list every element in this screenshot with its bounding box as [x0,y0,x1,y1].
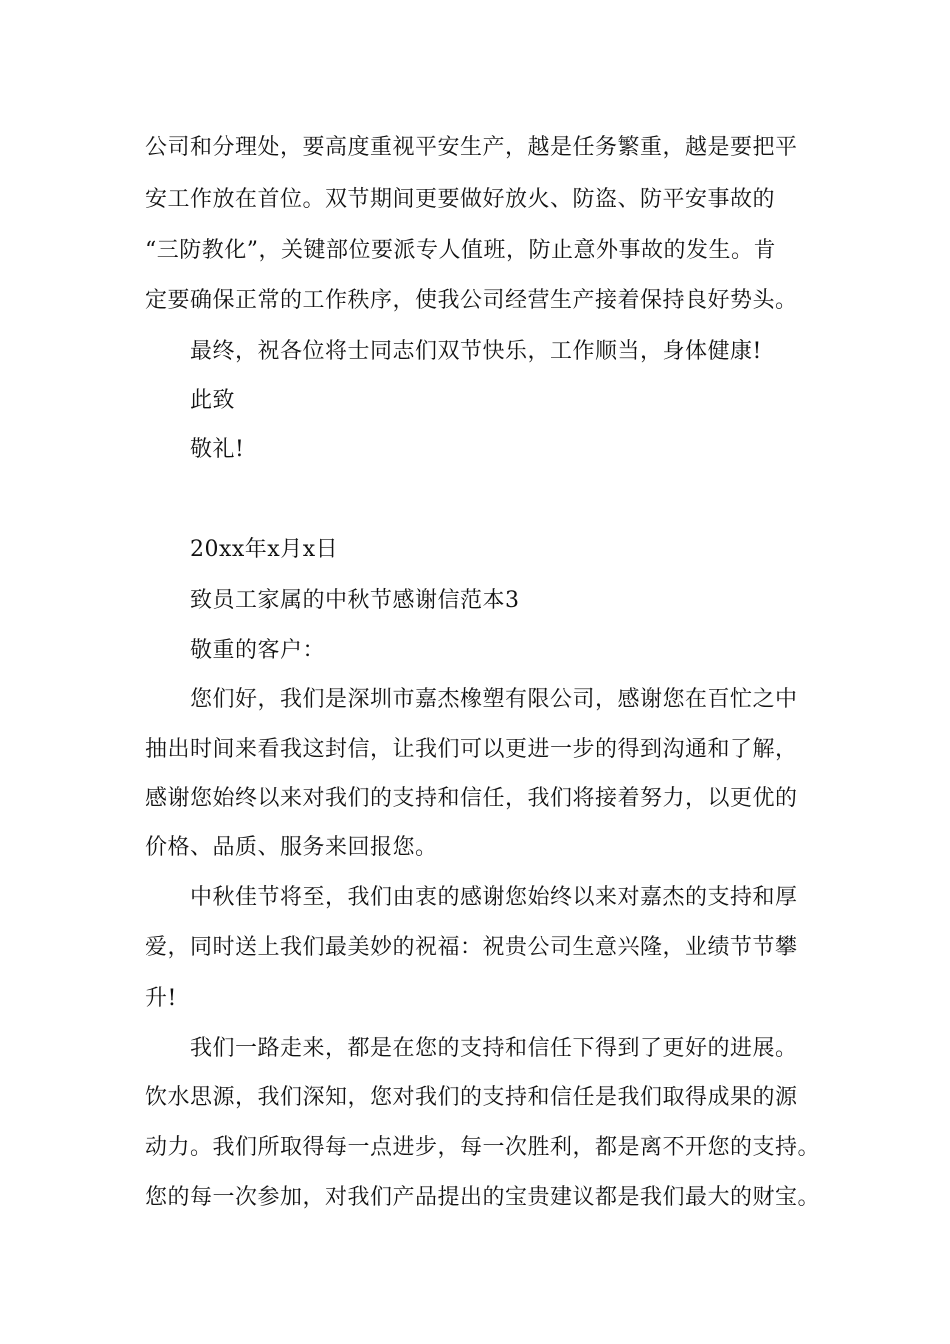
paragraph-line: 饮水思源，我们深知，您对我们的支持和信任是我们取得成果的源 [145,1085,798,1110]
paragraph-line: 我们一路走来，都是在您的支持和信任下得到了更好的进展。 [190,1036,798,1061]
paragraph-line: 升! [145,986,177,1011]
paragraph-line: 公司和分理处，要高度重视平安生产，越是任务繁重，越是要把平 [145,135,798,160]
paragraph-line: 您的每一次参加，对我们产品提出的宝贵建议都是我们最大的财宝。 [145,1185,821,1210]
letter-greeting: 敬重的客户： [190,638,326,663]
paragraph-line: 抽出时间来看我这封信，让我们可以更进一步的得到沟通和了解， [145,737,798,762]
section-title: 致员工家属的中秋节感谢信范本3 [190,588,520,613]
paragraph-line: 您们好，我们是深圳市嘉杰橡塑有限公司，感谢您在百忙之中 [190,687,798,712]
paragraph-line: 安工作放在首位。双节期间更要做好放火、防盗、防平安事故的 [145,187,776,212]
letter-date: 20xx年x月x日 [190,537,339,562]
paragraph-line: “三防教化”，关键部位要派专人值班，防止意外事故的发生。肯 [145,238,776,263]
paragraph-line: 动力。我们所取得每一点进步，每一次胜利，都是离不开您的支持。 [145,1135,821,1160]
salutation-jingli: 敬礼! [190,437,245,462]
paragraph-line: 定要确保正常的工作秩序，使我公司经营生产接着保持良好势头。 [145,288,798,313]
paragraph-line: 爱，同时送上我们最美妙的祝福：祝贵公司生意兴隆，业绩节节攀 [145,935,798,960]
paragraph-line: 价格、品质、服务来回报您。 [145,835,438,860]
paragraph-line: 感谢您始终以来对我们的支持和信任，我们将接着努力，以更优的 [145,786,798,811]
salutation-cizhi: 此致 [190,388,236,413]
paragraph-line: 中秋佳节将至，我们由衷的感谢您始终以来对嘉杰的支持和厚 [190,885,798,910]
closing-wishes: 最终，祝各位将士同志们双节快乐，工作顺当，身体健康! [190,339,762,364]
